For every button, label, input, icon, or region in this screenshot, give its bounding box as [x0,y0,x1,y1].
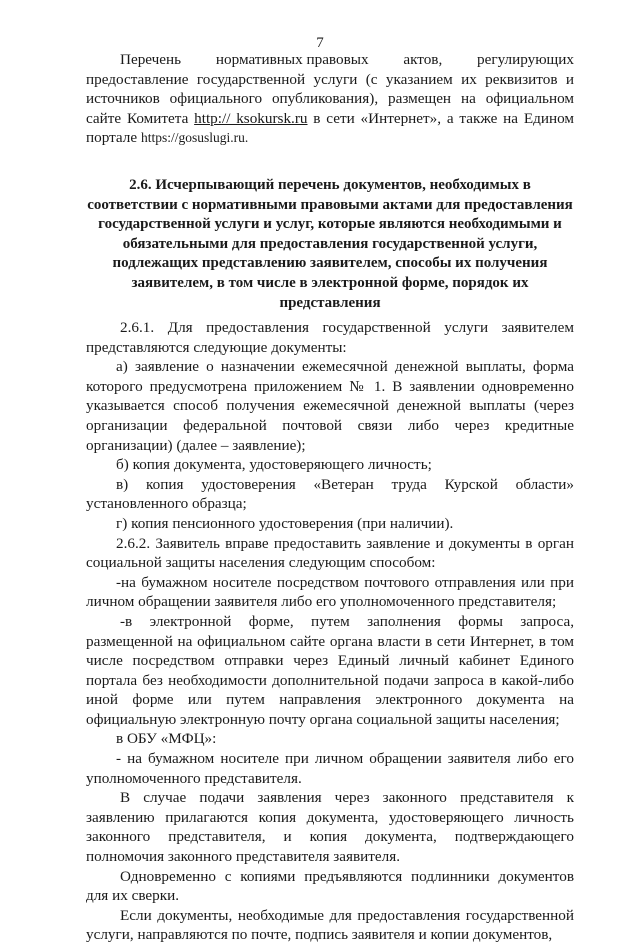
section-heading: 2.6. Исчерпывающий перечень документов, необходимых в соответствии с нормативными правовыми актами для предоставления государственной услуги и услуг, которые являются необходимыми и обязательными для предоставления государственной услуги, подлежащих представлению заявителем, способы их получения заявителем, в том числе в электронной форме, порядок их представления [87,177,573,311]
paragraph-electronic: -в электронной форме, путем заполнения формы запроса, размещенной на официальном сайте органа власти в сети Интернет, в том числе посредством отправки через Единый личный кабинет Единого портала без необходимости дополнительной подачи запроса в какой-либо иной форме или путем направления электронного документа на официальную электронную почту органа социальной защиты населения; [86,612,574,728]
paragraph-2-6-2: 2.6.2. Заявитель вправе предоставить заявление и документы в орган социальной защиты населения следующим способом: [86,534,574,572]
intro-first-line: Перечень нормативных правовых актов, регулирующих [120,51,574,68]
paragraph-2-6-1: 2.6.1. Для предоставления государственной услуги заявителем представляются следующие документы: [86,319,574,356]
paragraph-v: в) копия удостоверения «Ветеран труда Курской области» установленного образца; [86,475,574,513]
paragraph-mfc: в ОБУ «МФЦ»: [116,730,217,748]
intro-paragraph: Перечень нормативных правовых актов, регулирующих предоставление государственной услуги (с указанием их реквизитов и источников официального опубликования), размещен на официальном сайте Комитета http:// ksokursk.ru в сети «Интернет», а также на Едином портале https://gosuslugi.ru. [86,51,575,147]
body-text [86,318,574,945]
paragraph-a: а) заявление о назначении ежемесячной денежной выплаты, форма которого предусмотрена приложением № 1. В заявлении одновременно указывается способ получения ежемесячной денежной выплаты (через организации федеральной почтовой связи либо через кредитные организации) (далее – заявление); [86,358,574,454]
paragraph-representative: В случае подачи заявления через законного представителя к заявлению прилагаются копия документа, удостоверяющего личность законного представителя, и копия документа, подтверждающего полномочия законного представителя заявителя. [86,789,574,866]
paragraph-paper: -на бумажном носителе посредством почтового отправления или при личном обращении заявителя либо его уполномоченного представителя; [86,573,574,611]
portal-link[interactable]: https://gosuslugi.ru. [140,130,249,146]
paragraph-mfc-paper: - на бумажном носителе при личном обращении заявителя либо его уполномоченного представителя. [86,750,574,787]
paragraph-g: г) копия пенсионного удостоверения (при наличии). [116,514,454,532]
paragraph-b: б) копия документа, удостоверяющего личность; [116,456,432,474]
paragraph-mail: Если документы, необходимые для предоставления государственной услуги, направляются по почте, подпись заявителя и копии документов, [86,906,574,944]
paragraph-originals: Одновременно с копиями предъявляются подлинники документов для их сверки. [86,867,574,905]
site-link[interactable]: http:// ksokursk.ru [194,109,308,127]
page-number: 7 [316,35,324,51]
